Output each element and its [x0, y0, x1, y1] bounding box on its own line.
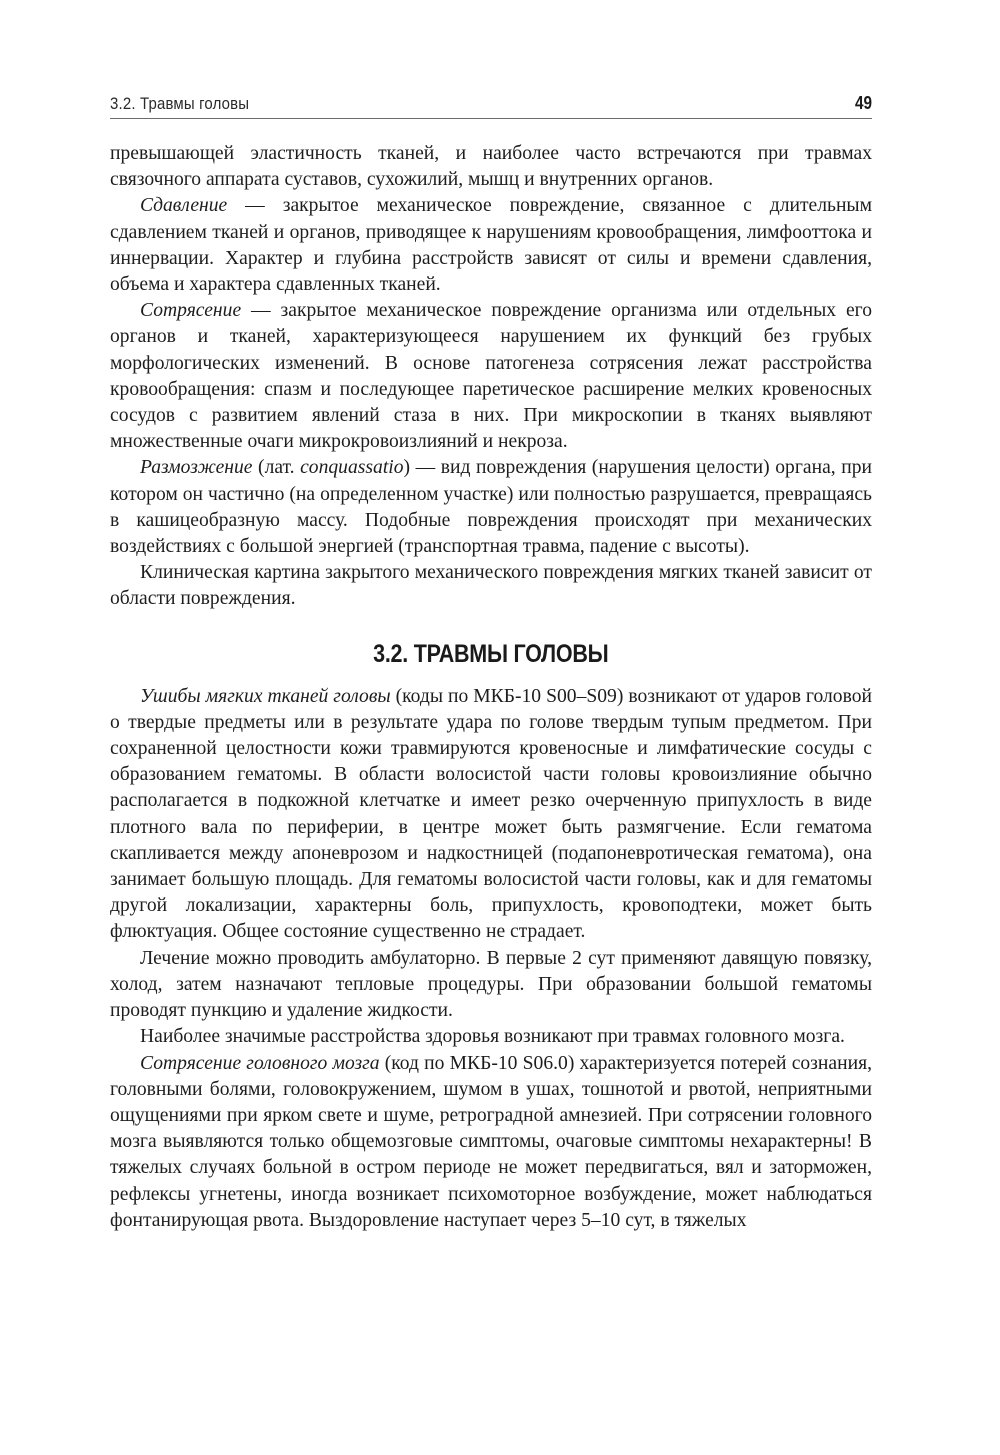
paragraph-compression	[110, 193, 872, 298]
paragraph-text: (лат.	[252, 457, 301, 479]
paragraph-concussion	[110, 298, 872, 455]
paragraph-text: (коды по МКБ-10 S00–S09) возникают от ударов головой о твердые предметы или в результате удара по голове твердым тупым предметом. При сохраненной целостности кожи травмируются кровеносные и лимфатические сосуды с образованием гематомы. В области волосистой части головы кровоизлияние обычно располагается в подкожной клетчатке и имеет резко очерченную припухлость в виде плотного вала по периферии, в центре может быть размягчение. Если гематома скапливается между апоневрозом и надкостницей (подапоневротическая гематома), она занимает большую площадь. Для гематомы волосистой части головы, как и для гематомы другой локализации, характерны боль, припухлость, кровоподтеки, может быть флюктуация. Общее состояние существенно не страдает.	[110, 685, 872, 943]
page-number: 49	[854, 93, 872, 113]
paragraph-treatment	[110, 946, 872, 1025]
running-head	[110, 92, 872, 119]
term-crushing: Размозжение	[140, 457, 253, 479]
paragraph-soft-tissue-bruises	[110, 684, 872, 946]
section-heading	[110, 638, 872, 670]
paragraph-crushing	[110, 455, 872, 560]
paragraph-text: Клиническая картина закрытого механического повреждения мягких тканей зависит от области повреждения.	[110, 562, 872, 610]
paragraph-clinical-picture	[110, 560, 872, 612]
page-body	[110, 141, 872, 1234]
paragraph-text: Наиболее значимые расстройства здоровья возникают при травмах головного мозга.	[140, 1026, 845, 1048]
paragraph-brain-concussion	[110, 1051, 872, 1234]
paragraph-text: (код по МКБ-10 S06.0) характеризуется потерей сознания, головными болями, головокружением, шумом в ушах, тошнотой и рвотой, неприятными ощущениями при ярком свете и шуме, ретроградной амнезией. При сотрясении головного мозга выявляются только общемозговые симптомы, очаговые симптомы нехарактерны! В тяжелых случаях больной в остром периоде не может передвигаться, вял и заторможен, рефлексы угнетены, иногда возникает психомоторное возбуждение, может наблюдаться фонтанирующая рвота. Выздоровление наступает через 5–10 сут, в тяжелых	[110, 1052, 872, 1231]
paragraph-text: ) — вид повреждения (нарушения целости) органа, при котором он частично (на определенном участке) или полностью разрушается, превращаясь в кашицеобразную массу. Подобные повреждения происходят при механических воздействиях с большой энергией (транспортная травма, падение с высоты).	[110, 457, 872, 558]
paragraph-text: Лечение можно проводить амбулаторно. В первые 2 сут применяют давящую повязку, холод, затем назначают тепловые процедуры. При образовании большой гематомы проводят пункцию и удаление жидкости.	[110, 947, 872, 1022]
paragraph-brain-injuries	[110, 1024, 872, 1050]
term-concussion: Сотрясение	[140, 300, 242, 322]
paragraph-text: — закрытое механическое повреждение организма или отдельных его органов и тканей, характеризующееся нарушением их функций без грубых морфологических изменений. В основе патогенеза сотрясения лежат расстройства кровообращения: спазм и последующее паретическое расширение мелких кровеносных сосудов с развитием явлений стаза в них. При микроскопии в тканях выявляют множественные очаги микрокровоизлияний и некроза.	[110, 300, 872, 453]
paragraph-text: превышающей эластичность тканей, и наиболее часто встречаются при травмах связочного аппарата суставов, сухожилий, мышц и внутренних органов.	[110, 143, 872, 191]
section-heading-text: 3.2. ТРАВМЫ ГОЛОВЫ	[373, 639, 609, 668]
term-soft-tissue-bruises: Ушибы мягких тканей головы	[140, 685, 391, 707]
latin-term: conquassatio	[300, 457, 404, 479]
term-compression: Сдавление	[140, 195, 228, 217]
paragraph-text: — закрытое механическое повреждение, связанное с длительным сдавлением тканей и органов, приводящее к нарушениям кровообращения, лимфооттока и иннервации. Характер и глубина расстройств зависят от силы и времени сдавления, объема и характера сдавленных тканей.	[110, 195, 872, 296]
paragraph-continuation	[110, 141, 872, 193]
term-brain-concussion: Сотрясение головного мозга	[140, 1052, 380, 1074]
running-head-section: 3.2. Травмы головы	[110, 94, 250, 113]
